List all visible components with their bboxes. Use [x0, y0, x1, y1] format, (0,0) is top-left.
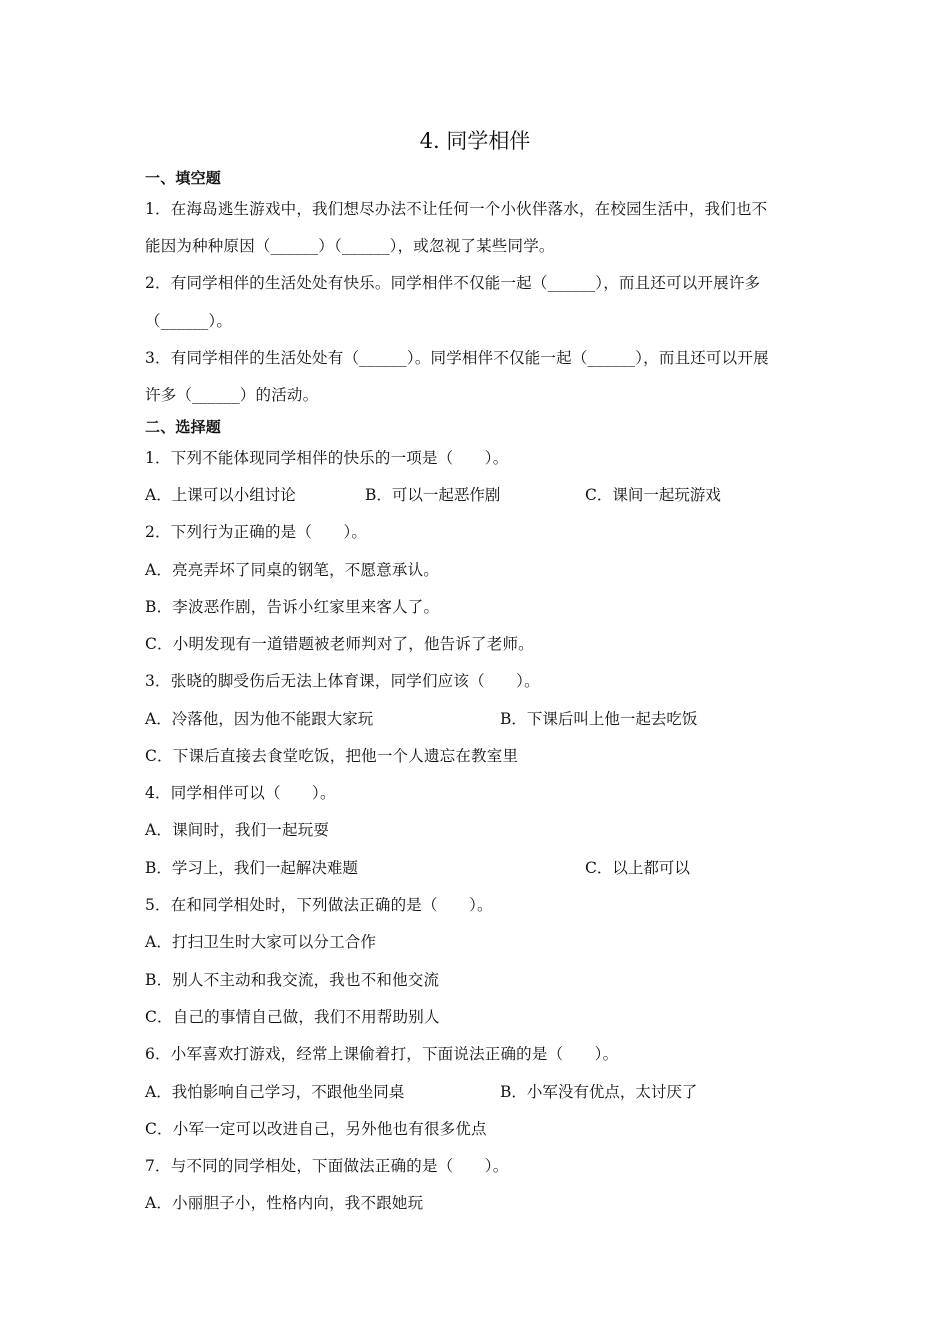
choice-q5-option-a: A．打扫卫生时大家可以分工合作	[145, 933, 377, 951]
choice-q1-option-b: B．可以一起恶作剧	[365, 486, 501, 504]
section-heading-choice: 二、选择题	[145, 418, 222, 436]
choice-q7: 7．与不同的同学相处，下面做法正确的是（ ）。	[145, 1157, 509, 1175]
choice-q3-option-a: A．冷落他，因为他不能跟大家玩	[145, 710, 374, 728]
fill-q3-line1: 3．有同学相伴的生活处处有（______）。同学相伴不仅能一起（______），而且还可以开展	[145, 349, 769, 367]
choice-q5-option-b: B．别人不主动和我交流，我也不和他交流	[145, 971, 440, 989]
fill-q2-line1: 2．有同学相伴的生活处处有快乐。同学相伴不仅能一起（______），而且还可以开展许多	[145, 274, 761, 292]
choice-q1-option-c: C．课间一起玩游戏	[585, 486, 721, 504]
fill-q1-line2: 能因为种种原因（______）（______），或忽视了某些同学。	[145, 237, 555, 255]
choice-q2-option-c: C．小明发现有一道错题被老师判对了，他告诉了老师。	[145, 635, 534, 653]
fill-q1-line1: 1．在海岛逃生游戏中，我们想尽办法不让任何一个小伙伴落水，在校园生活中，我们也不	[145, 200, 768, 218]
choice-q4-option-b: B．学习上，我们一起解决难题	[145, 859, 358, 877]
choice-q3-option-b: B．下课后叫上他一起去吃饭	[500, 710, 698, 728]
choice-q6-option-a: A．我怕影响自己学习，不跟他坐同桌	[145, 1083, 405, 1101]
choice-q6-option-c: C．小军一定可以改进自己，另外他也有很多优点	[145, 1120, 487, 1138]
page-title: 4. 同学相伴	[419, 129, 531, 153]
choice-q4: 4．同学相伴可以（ ）。	[145, 784, 336, 802]
choice-q3: 3．张晓的脚受伤后无法上体育课，同学们应该（ ）。	[145, 672, 540, 690]
choice-q6: 6．小军喜欢打游戏，经常上课偷着打，下面说法正确的是（ ）。	[145, 1045, 619, 1063]
choice-q1-option-a: A．上课可以小组讨论	[145, 486, 296, 504]
choice-q4-option-a: A．课间时，我们一起玩耍	[145, 821, 330, 839]
choice-q6-option-b: B．小军没有优点，太讨厌了	[500, 1083, 698, 1101]
section-heading-fill: 一、填空题	[145, 169, 222, 187]
choice-q2: 2．下列行为正确的是（ ）。	[145, 523, 368, 541]
choice-q1: 1．下列不能体现同学相伴的快乐的一项是（ ）。	[145, 449, 509, 467]
fill-q3-line2: 许多（______）的活动。	[145, 386, 319, 404]
choice-q3-option-c: C．下课后直接去食堂吃饭，把他一个人遗忘在教室里	[145, 747, 519, 765]
fill-q2-line2: （______）。	[145, 312, 233, 330]
choice-q2-option-b: B．李波恶作剧，告诉小红家里来客人了。	[145, 598, 440, 616]
choice-q7-option-a: A．小丽胆子小，性格内向，我不跟她玩	[145, 1194, 424, 1212]
choice-q4-option-c: C．以上都可以	[585, 859, 690, 877]
choice-q5: 5．在和同学相处时，下列做法正确的是（ ）。	[145, 896, 493, 914]
choice-q5-option-c: C．自己的事情自己做，我们不用帮助别人	[145, 1008, 440, 1026]
choice-q2-option-a: A．亮亮弄坏了同桌的钢笔，不愿意承认。	[145, 561, 439, 579]
